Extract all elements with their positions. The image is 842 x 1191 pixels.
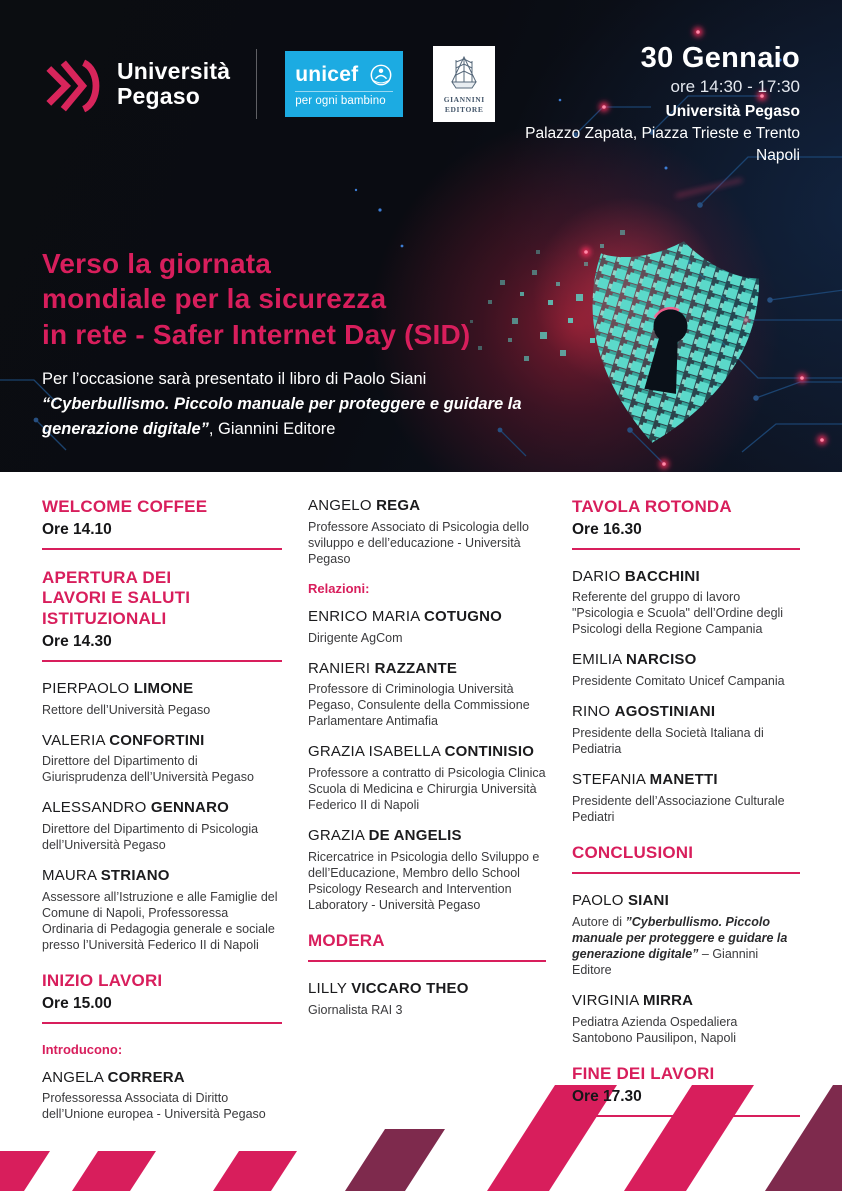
program-column-1 bbox=[42, 497, 282, 1136]
title-line-1: Verso la giornata bbox=[42, 248, 272, 279]
person-name bbox=[42, 732, 282, 751]
intro-suffix: , Giannini Editore bbox=[208, 419, 336, 438]
person-role: Professoressa Associata di Diritto dell’Unione europea - Università Pegaso bbox=[42, 1091, 266, 1122]
event-date: 30 Gennaio bbox=[640, 42, 800, 74]
person-entry bbox=[572, 892, 800, 978]
program-section bbox=[572, 497, 800, 550]
program-section bbox=[42, 568, 282, 662]
person-name bbox=[42, 680, 282, 699]
person-first-name: STEFANIA bbox=[572, 770, 650, 788]
person-first-name: GRAZIA bbox=[308, 827, 369, 844]
event-venue: Università Pegaso bbox=[665, 103, 800, 120]
person-entry bbox=[572, 992, 800, 1046]
unicef-logo bbox=[285, 51, 403, 117]
role-segment: – Giannini Editore bbox=[572, 947, 759, 978]
person-entry bbox=[42, 680, 282, 718]
section-time: Ore 16.30 bbox=[572, 520, 642, 538]
person-name bbox=[572, 568, 800, 587]
section-time: Ore 15.00 bbox=[42, 994, 112, 1012]
section-time: Ore 14.10 bbox=[42, 520, 112, 538]
person-last-name: MANETTI bbox=[649, 770, 718, 788]
person-first-name: ANGELA bbox=[42, 1068, 108, 1086]
person-first-name: PIERPAOLO bbox=[42, 679, 134, 697]
title-line-2: mondiale per la sicurezza bbox=[42, 283, 387, 315]
section-time: Ore 14.30 bbox=[42, 632, 112, 650]
person-entry bbox=[572, 703, 800, 757]
unicef-tagline: per ogni bambino bbox=[295, 94, 386, 107]
person-entry bbox=[42, 867, 282, 953]
person-name bbox=[572, 992, 800, 1011]
person-first-name: ALESSANDRO bbox=[42, 799, 151, 817]
person-first-name: VIRGINIA bbox=[572, 992, 643, 1010]
person-entry bbox=[308, 980, 546, 1018]
person-role: Professore di Criminologia Università Pegaso, Consulente della Commissione Parlamentare Antimafia bbox=[308, 682, 530, 729]
person-name bbox=[308, 497, 546, 516]
person-last-name: REGA bbox=[376, 497, 421, 514]
person-name bbox=[42, 867, 282, 886]
person-first-name: LILLY bbox=[308, 980, 352, 998]
person-role: Pediatra Azienda Ospedaliera Santobono Pausilipon, Napoli bbox=[572, 1014, 738, 1045]
person-role: Presidente dell’Associazione Culturale Pediatri bbox=[572, 793, 785, 824]
pegaso-logo-text bbox=[117, 59, 230, 110]
section-title: INIZIO LAVORI bbox=[42, 970, 163, 990]
person-entry bbox=[308, 660, 546, 730]
section-rule bbox=[42, 548, 282, 550]
event-info bbox=[525, 42, 800, 165]
title-line-3: in rete - Safer Internet Day (SID) bbox=[42, 318, 471, 350]
person-entry bbox=[42, 1069, 282, 1123]
person-role: Professore Associato di Psicologia dello sviluppo e dell’educazione - Università Pegaso bbox=[308, 519, 529, 566]
person-last-name: STRIANO bbox=[100, 867, 170, 885]
section-title: MODERA bbox=[308, 930, 385, 950]
program-label: Relazioni: bbox=[308, 580, 370, 596]
person-last-name: GENNARO bbox=[150, 799, 229, 817]
person-role: Presidente della Società Italiana di Pediatria bbox=[572, 725, 764, 756]
event-address: Palazzo Zapata, Piazza Trieste e Trento bbox=[525, 125, 800, 142]
giannini-ship-icon bbox=[447, 54, 481, 92]
person-entry bbox=[308, 743, 546, 813]
person-name bbox=[42, 1069, 282, 1088]
pegaso-line1: Università bbox=[117, 57, 231, 84]
person-name bbox=[308, 980, 546, 999]
program bbox=[42, 497, 800, 1136]
person-last-name: MIRRA bbox=[643, 992, 694, 1010]
person-name bbox=[308, 743, 546, 762]
person-role: Giornalista RAI 3 bbox=[308, 1003, 403, 1018]
program-section bbox=[42, 497, 282, 550]
program-label: Introducono: bbox=[42, 1041, 123, 1057]
unicef-wordmark: unicef bbox=[295, 63, 359, 86]
section-title: WELCOME COFFEE bbox=[42, 497, 208, 516]
person-name bbox=[308, 827, 546, 846]
section-title: FINE DEI LAVORI bbox=[572, 1063, 715, 1083]
person-first-name: DARIO bbox=[572, 567, 625, 585]
section-rule bbox=[308, 960, 546, 962]
person-last-name: VICCARO THEO bbox=[351, 980, 469, 998]
unicef-divider bbox=[295, 91, 393, 92]
person-entry bbox=[572, 651, 800, 689]
person-last-name: LIMONE bbox=[133, 679, 194, 697]
person-first-name: RINO bbox=[572, 703, 615, 721]
pegaso-mark-icon bbox=[42, 54, 104, 114]
event-city: Napoli bbox=[756, 147, 800, 164]
person-last-name: BACCHINI bbox=[624, 567, 700, 585]
person-name bbox=[308, 608, 546, 627]
person-first-name: RANIERI bbox=[308, 659, 375, 677]
program-section bbox=[572, 843, 800, 875]
person-entry bbox=[42, 799, 282, 853]
person-entry bbox=[308, 608, 546, 646]
event-time: ore 14:30 - 17:30 bbox=[670, 77, 800, 96]
unicef-emblem-icon bbox=[369, 63, 393, 87]
person-last-name: CONFORTINI bbox=[109, 731, 205, 749]
person-entry bbox=[308, 827, 546, 913]
person-role: Presidente Comitato Unicef Campania bbox=[572, 674, 785, 689]
giannini-logo bbox=[433, 46, 495, 122]
person-name bbox=[572, 703, 800, 722]
person-last-name: NARCISO bbox=[625, 651, 697, 669]
giannini-line1: GIANNINI bbox=[443, 95, 485, 105]
person-first-name: ENRICO MARIA bbox=[308, 607, 424, 625]
person-role: Rettore dell’Università Pegaso bbox=[42, 702, 211, 717]
person-role: Assessore all’Istruzione e alle Famiglie del Comune di Napoli, Professoressa Ordinaria di Pedagogia generale e sociale presso l’Università Federico II di Napoli bbox=[42, 889, 278, 952]
section-rule bbox=[572, 872, 800, 874]
person-last-name: COTUGNO bbox=[423, 607, 503, 625]
logo-row bbox=[42, 46, 495, 122]
person-first-name: EMILIA bbox=[572, 651, 626, 669]
person-name bbox=[572, 651, 800, 670]
person-last-name: RAZZANTE bbox=[374, 659, 458, 677]
person-last-name: DE ANGELIS bbox=[368, 827, 462, 844]
person-first-name: PAOLO bbox=[572, 892, 628, 910]
person-name bbox=[572, 892, 800, 911]
section-title: APERTURA DEI LAVORI E SALUTI ISTITUZIONALI bbox=[42, 567, 191, 629]
person-first-name: VALERIA bbox=[42, 731, 110, 749]
person-role: Direttore del Dipartimento di Psicologia dell’Università Pegaso bbox=[42, 822, 259, 853]
program-section bbox=[42, 971, 282, 1024]
person-role: Ricercatrice in Psicologia dello Sviluppo e dell’Educazione, Membro dello School Psicology Research and Intervention Laboratory - Università Pegaso bbox=[308, 849, 540, 912]
person-last-name: AGOSTINIANI bbox=[614, 703, 716, 721]
section-rule bbox=[42, 1022, 282, 1024]
person-name bbox=[42, 799, 282, 818]
program-column-3 bbox=[572, 497, 800, 1136]
pegaso-line2: Pegaso bbox=[117, 83, 201, 109]
person-last-name: CONTINISIO bbox=[444, 743, 535, 761]
header bbox=[0, 0, 842, 472]
program-column-2 bbox=[308, 497, 546, 1136]
role-segment: Autore di bbox=[572, 915, 626, 930]
intro-line: Per l’occasione sarà presentato il libro di Paolo Siani bbox=[42, 369, 427, 388]
person-first-name: ANGELO bbox=[308, 497, 377, 514]
logo-divider bbox=[256, 49, 257, 119]
hero bbox=[42, 246, 542, 442]
person-role: Referente del gruppo di lavoro "Psicologia e Scuola" dell’Ordine degli Psicologi della Regione Campania bbox=[572, 590, 784, 637]
person-role: Direttore del Dipartimento di Giurisprudenza dell’Università Pegaso bbox=[42, 754, 254, 785]
page-title bbox=[42, 246, 542, 352]
section-rule bbox=[572, 1115, 800, 1117]
person-last-name: CORRERA bbox=[107, 1068, 185, 1086]
giannini-logo-text bbox=[444, 95, 485, 115]
person-role: Dirigente AgCom bbox=[308, 630, 403, 645]
person-entry bbox=[572, 771, 800, 825]
book-title: “Cyberbullismo. Piccolo manuale per proteggere e guidare la generazione digitale” bbox=[42, 394, 522, 438]
person-first-name: GRAZIA ISABELLA bbox=[308, 743, 445, 761]
section-rule bbox=[42, 660, 282, 662]
person-role: Professore a contratto di Psicologia Clinica Scuola di Medicina e Chirurgia Università Federico II di Napoli bbox=[308, 766, 546, 812]
person-first-name: MAURA bbox=[42, 867, 101, 885]
section-time: Ore 17.30 bbox=[572, 1087, 642, 1105]
section-title: CONCLUSIONI bbox=[572, 842, 694, 862]
intro-paragraph bbox=[42, 367, 542, 442]
program-section bbox=[572, 1064, 800, 1117]
person-name bbox=[572, 771, 800, 790]
giannini-line2: EDITORE bbox=[444, 105, 484, 114]
pegaso-logo bbox=[42, 54, 230, 114]
section-title: TAVOLA ROTONDA bbox=[572, 497, 732, 516]
program-section bbox=[308, 931, 546, 963]
person-entry bbox=[308, 497, 546, 567]
person-entry bbox=[572, 568, 800, 638]
role-segment: ”Cyberbullismo. Piccolo manuale per proteggere e guidare la generazione digitale” bbox=[572, 915, 788, 962]
section-rule bbox=[572, 548, 800, 550]
person-role bbox=[572, 914, 800, 978]
person-name bbox=[308, 660, 546, 679]
person-entry bbox=[42, 732, 282, 786]
person-last-name: SIANI bbox=[627, 892, 669, 910]
